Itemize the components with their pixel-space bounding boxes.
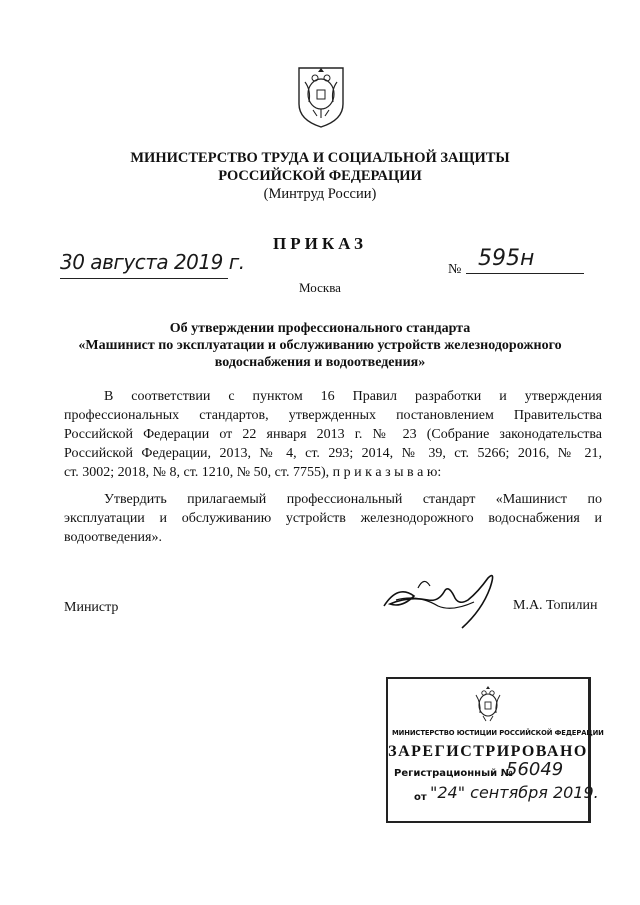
stamp-reg-number: 56049 <box>506 759 564 780</box>
stamp-reg-label: Регистрационный № <box>394 768 513 779</box>
order-city: Москва <box>299 280 341 295</box>
operative-paragraph <box>64 490 602 547</box>
paragraph-line: профессиональных стандартов, утвержденных постановлением Правительства <box>64 408 602 423</box>
stamp-date-value: "24" сентября 2019. <box>430 783 599 802</box>
number-sign: № <box>448 262 462 277</box>
paragraph-line: ст. 3002; 2018, № 8, ст. 1210, № 50, ст. 7755), <box>64 465 330 480</box>
registration-stamp <box>386 677 604 823</box>
signatory-name: М.А. Топилин <box>513 598 598 613</box>
subject-line3: водоснабжения и водоотведения» <box>214 355 426 370</box>
stamp-registered: ЗАРЕГИСТРИРОВАНО <box>388 743 588 760</box>
paragraph-line: Российской Федерации, 2013, № 4, ст. 293; 2014, № 39, ст. 5266; 2016, № 21, <box>64 446 602 461</box>
paragraph-line: Российской Федерации от 22 января 2013 г. № 23 (Собрание законодательства <box>64 427 602 442</box>
signatory-position: Министр <box>64 600 119 615</box>
order-number-handwritten: 595н <box>478 246 535 271</box>
coat-of-arms-icon <box>295 64 347 130</box>
ministry-short-name: (Минтруд России) <box>263 186 377 202</box>
paragraph-line: водоотведения». <box>64 530 162 545</box>
date-underline <box>60 278 228 279</box>
number-underline <box>466 273 584 274</box>
stamp-date-label: от <box>414 792 427 803</box>
ministry-name-line2: РОССИЙСКОЙ ФЕДЕРАЦИИ <box>218 168 422 184</box>
preamble-paragraph <box>64 387 602 482</box>
coat-of-arms-icon <box>473 685 503 723</box>
order-title: ПРИКАЗ <box>273 234 367 253</box>
stamp-ministry: МИНИСТЕРСТВО ЮСТИЦИИ РОССИЙСКОЙ ФЕДЕРАЦИИ <box>392 729 604 737</box>
paragraph-line-last <box>64 463 602 482</box>
order-command: п р и к а з ы в а ю: <box>332 465 442 480</box>
paragraph-line: эксплуатации и обслуживанию устройств железнодорожного водоснабжения и <box>64 511 602 526</box>
order-date-handwritten: 30 августа 2019 г. <box>60 250 245 274</box>
paragraph-line: Утвердить прилагаемый профессиональный стандарт «Машинист по <box>104 492 602 507</box>
paragraph-line: В соответствии с пунктом 16 Правил разработки и утверждения <box>104 389 602 404</box>
ministry-name-line1: МИНИСТЕРСТВО ТРУДА И СОЦИАЛЬНОЙ ЗАЩИТЫ <box>130 150 510 166</box>
handwritten-signature <box>378 566 508 636</box>
subject-line1: Об утверждении профессионального стандарта <box>169 321 471 336</box>
subject-line2: «Машинист по эксплуатации и обслуживанию устройств железнодорожного <box>78 338 562 353</box>
